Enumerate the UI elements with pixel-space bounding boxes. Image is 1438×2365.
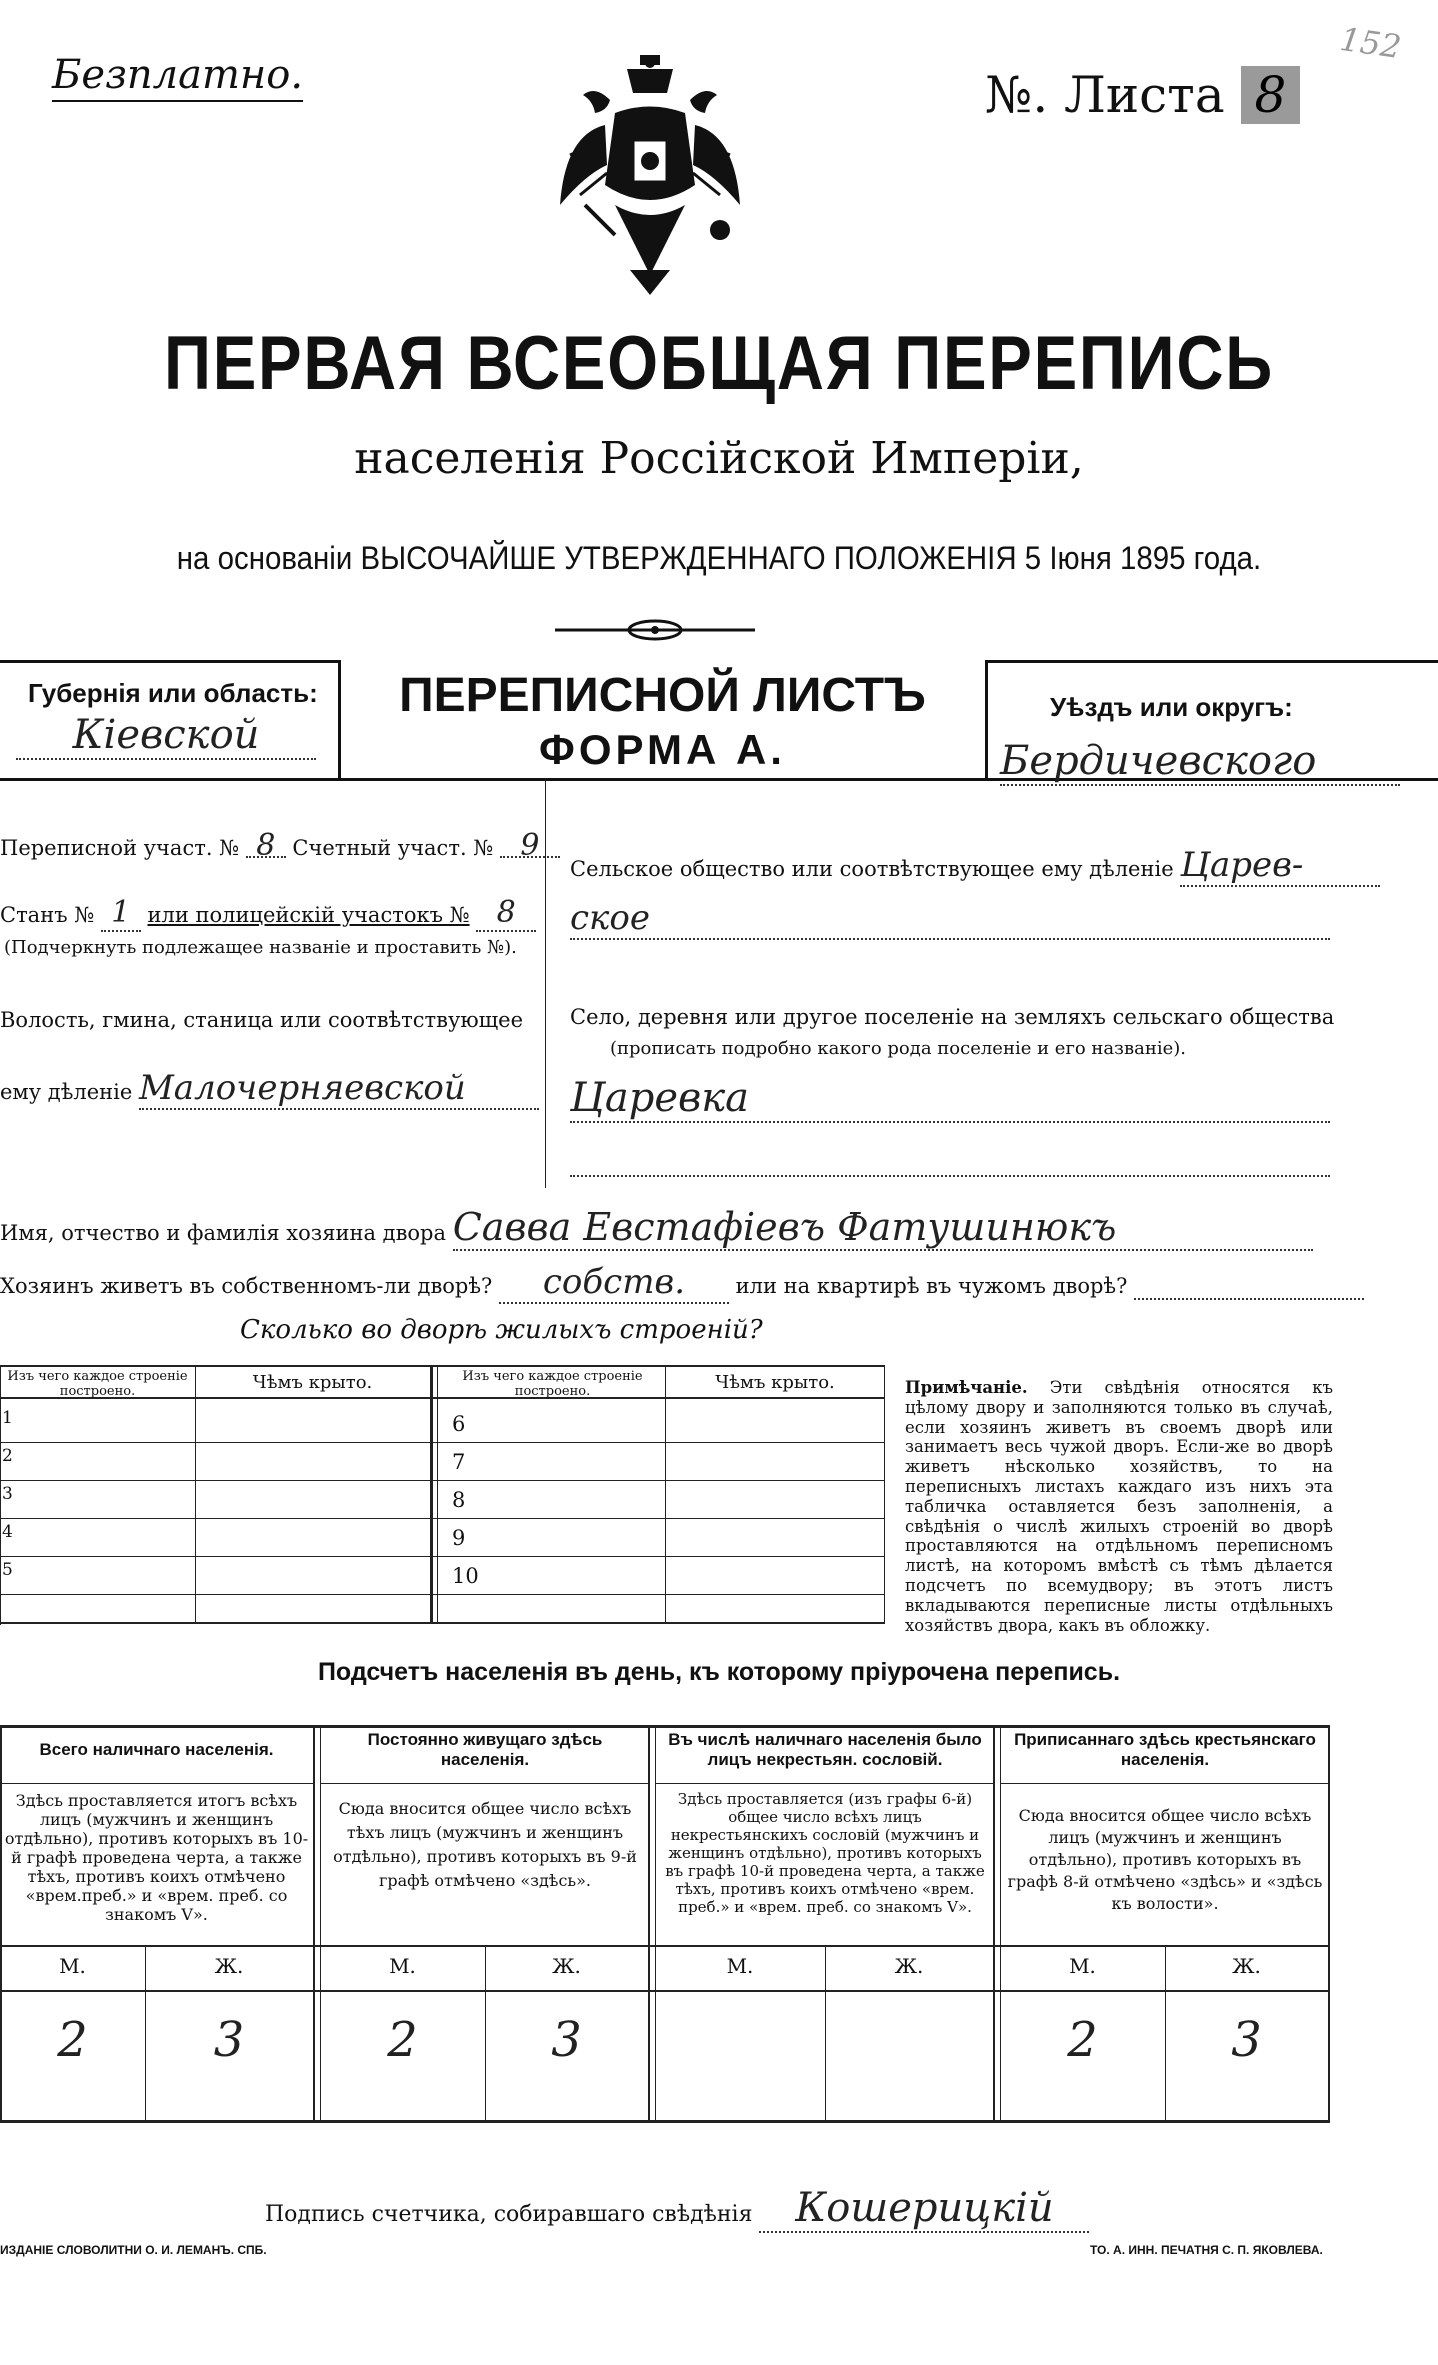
count-col3-header: Въ числѣ наличнаго населенія было лицъ некрестьян. сословій. (668, 1730, 982, 1769)
uezd-box-left (985, 660, 988, 778)
double-headed-eagle-icon (555, 55, 745, 295)
bt-row-label: 8 (452, 1488, 466, 1512)
volost-label: Волость, гмина, станица или соотвѣтствующее (0, 1008, 524, 1032)
sheet-number-area (985, 66, 1300, 124)
footer-right: ТО. А. ИНН. ПЕЧАТНЯ С. П. ЯКОВЛЕВА. (1090, 2243, 1323, 2257)
free-label: Безплатно. (52, 52, 303, 102)
corner-mark: 152 (1337, 19, 1404, 67)
bt-row-label: 2 (2, 1446, 13, 1466)
bt-col-roof-right: Чѣмъ крыто. (715, 1372, 835, 1393)
count-col1-f: 3 (213, 2012, 245, 2068)
census-district-row (0, 828, 560, 863)
village-extra-line (570, 1165, 1330, 1177)
bt-col-material-left: Изъ чего каждое строеніе построено. (7, 1369, 188, 1399)
count-col1-header: Всего наличнаго населенія. (39, 1740, 274, 1759)
count-f-label: Ж. (552, 1954, 581, 1978)
volost-row (0, 1068, 539, 1110)
count-f-label: Ж. (1232, 1954, 1261, 1978)
stan-value: 1 (101, 895, 141, 932)
gubernia-box-top (0, 660, 340, 663)
sheet-number-value: 8 (1241, 66, 1301, 124)
count-col4-m: 2 (1067, 2012, 1098, 2068)
bt-row-label: 10 (452, 1564, 479, 1588)
buildings-question: Сколько во дворѣ жилыхъ строеній? (240, 1315, 763, 1345)
census-district-value: 8 (246, 835, 286, 858)
owner-lives-label: Хозяинъ живетъ въ собственномъ-ли дворѣ? (0, 1274, 493, 1298)
uezd-label: Уѣздъ или округъ: (1050, 692, 1293, 722)
bt-row-label: 7 (452, 1450, 466, 1474)
owner-name-value: Савва Евстафіевъ Фатушинюкъ (453, 1205, 1313, 1251)
count-col2-f: 3 (551, 2012, 582, 2068)
volost-value: Малочерняевской (139, 1068, 539, 1110)
bt-row-label: 9 (452, 1526, 466, 1550)
count-f-label: Ж. (214, 1954, 244, 1978)
bt-row-label: 5 (2, 1560, 13, 1580)
underline-note: (Подчеркнуть подлежащее названіе и проставить №). (4, 937, 517, 958)
note-block (905, 1378, 1333, 1635)
count-district-value: 9 (500, 835, 560, 858)
society-row (570, 845, 1380, 887)
count-col4-header: Приписаннаго здѣсь крестьянскаго населенія. (1014, 1730, 1316, 1769)
basis-line: на основаніи ВЫСОЧАЙШЕ УТВЕРЖДЕННАГО ПОЛОЖЕНІЯ 5 Іюня 1895 года. (176, 540, 1262, 576)
society-label: Сельское общество или соотвѣтствующее ему дѣленіе (570, 857, 1174, 881)
signature-row (265, 2185, 1089, 2233)
count-f-label: Ж. (894, 1954, 924, 1978)
subtitle: населенія Россійской Имперіи, (354, 433, 1084, 484)
owner-lives-value: собств. (499, 1262, 729, 1304)
bt-col-material-right: Изъ чего каждое строеніе построено. (462, 1369, 643, 1399)
signature-value: Кошерицкій (759, 2185, 1089, 2233)
uezd-value: Бердичевского (1000, 738, 1400, 786)
count-col2-desc: Сюда вносится общее число всѣхъ тѣхъ лицъ (мужчинъ и женщинъ отдѣльно), противъ которыхъ въ 9-й графѣ отмѣчено «здѣсь». (333, 1799, 637, 1890)
stan-label: Станъ № (0, 903, 95, 927)
society-value-2: ское (570, 898, 1330, 940)
police-label: или полицейскій участокъ № (147, 903, 470, 927)
footer-left: ИЗДАНІЕ СЛОВОЛИТНИ О. И. ЛЕМАНЪ. СПБ. (0, 2243, 267, 2257)
note-label: Примѣчаніе. (905, 1378, 1028, 1397)
gubernia-value: Кіевской (16, 712, 316, 760)
count-m-label: М. (726, 1954, 754, 1978)
count-m-label: М. (59, 1954, 86, 1978)
society-value-1: Царев- (1180, 845, 1380, 887)
ornament-divider (555, 615, 755, 645)
count-col4-desc: Сюда вносится общее число всѣхъ лицъ (мужчинъ и женщинъ отдѣльно), противъ которыхъ въ графѣ 8-й отмѣчено «здѣсь» и «здѣсь къ волости». (1007, 1806, 1323, 1913)
owner-lives-row (0, 1262, 1364, 1304)
count-m-label: М. (389, 1954, 416, 1978)
count-col3-desc: Здѣсь проставляется (изъ графы 6-й) общее число всѣхъ лицъ некрестьянскихъ сословій (мужчинъ и женщинъ отдѣльно), противъ которыхъ въ графѣ 10-й проведена черта, а также тѣхъ, противъ коихъ отмѣчено «врем. преб.» и «врем. преб. со знакомъ V». (665, 1790, 985, 1916)
main-title: ПЕРВАЯ ВСЕОБЩАЯ ПЕРЕПИСЬ (164, 321, 1274, 406)
bt-row-label: 4 (2, 1522, 13, 1542)
count-col4-f: 3 (1231, 2012, 1262, 2068)
sheet-number-label: №. Листа (985, 66, 1225, 124)
sheet-title: ПЕРЕПИСНОЙ ЛИСТЪ (399, 669, 926, 722)
police-value: 8 (476, 895, 536, 932)
owner-rent-label: или на квартирѣ въ чужомъ дворѣ? (735, 1274, 1128, 1298)
count-district-label: Счетный участ. № (292, 836, 494, 860)
count-title: Подсчетъ населенія въ день, къ которому пріурочена перепись. (317, 1658, 1121, 1686)
count-m-label: М. (1069, 1954, 1096, 1978)
count-col2-header: Постоянно живущаго здѣсь населенія. (367, 1730, 603, 1769)
volost-label-2: ему дѣленіе (0, 1080, 133, 1104)
bt-row-label: 3 (2, 1484, 13, 1504)
bt-row-label: 1 (2, 1408, 13, 1428)
village-value: Царевка (570, 1075, 1330, 1123)
village-label: Село, деревня или другое поселеніе на земляхъ сельскаго общества (570, 1005, 1335, 1029)
bt-col-roof-left: Чѣмъ крыто. (252, 1372, 373, 1393)
owner-name-row (0, 1205, 1313, 1251)
village-note: (прописать подробно какого рода поселеніе и его названіе). (610, 1038, 1186, 1059)
count-col1-m: 2 (57, 2012, 88, 2068)
note-text: Эти свѣдѣнія относятся къ цѣлому двору и заполняются только въ случаѣ, если хозяинъ живетъ въ своемъ дворѣ или занимаетъ весь чужой дворъ. Если-же во дворѣ живетъ нѣсколько хозяйствъ, то на переписныхъ листахъ каждаго изъ нихъ эта табличка оставляется безъ заполненія, а свѣдѣнія о числѣ жилыхъ строеній во дворѣ проставляются на отдѣльномъ переписномъ листѣ, на которомъ вмѣстѣ съ тѣмъ дѣлается подсчетъ по всемудвору; въ этотъ листъ вкладываются переписные листы отдѣльныхъ хозяйствъ двора, какъ въ обложку. (905, 1378, 1333, 1635)
signature-label: Подпись счетчика, собиравшаго свѣдѣнія (265, 2202, 753, 2227)
owner-rent-value (1134, 1274, 1364, 1300)
form-title: ФОРМА А. (539, 726, 786, 773)
census-district-label: Переписной участ. № (0, 836, 240, 860)
count-col2-m: 2 (387, 2012, 418, 2068)
count-col1-desc: Здѣсь проставляется итогъ всѣхъ лицъ (мужчинъ и женщинъ отдѣльно), противъ которыхъ въ 10-й графѣ проведена черта, а также тѣхъ, противъ коихъ отмѣчено «врем.преб.» и «врем. преб. со знакомъ V». (4, 1791, 309, 1924)
uezd-box-top (985, 660, 1438, 663)
gubernia-label: Губернія или область: (28, 678, 318, 708)
owner-name-label: Имя, отчество и фамилія хозяина двора (0, 1221, 447, 1245)
bt-row-label: 6 (452, 1412, 466, 1436)
stan-row (0, 895, 536, 932)
